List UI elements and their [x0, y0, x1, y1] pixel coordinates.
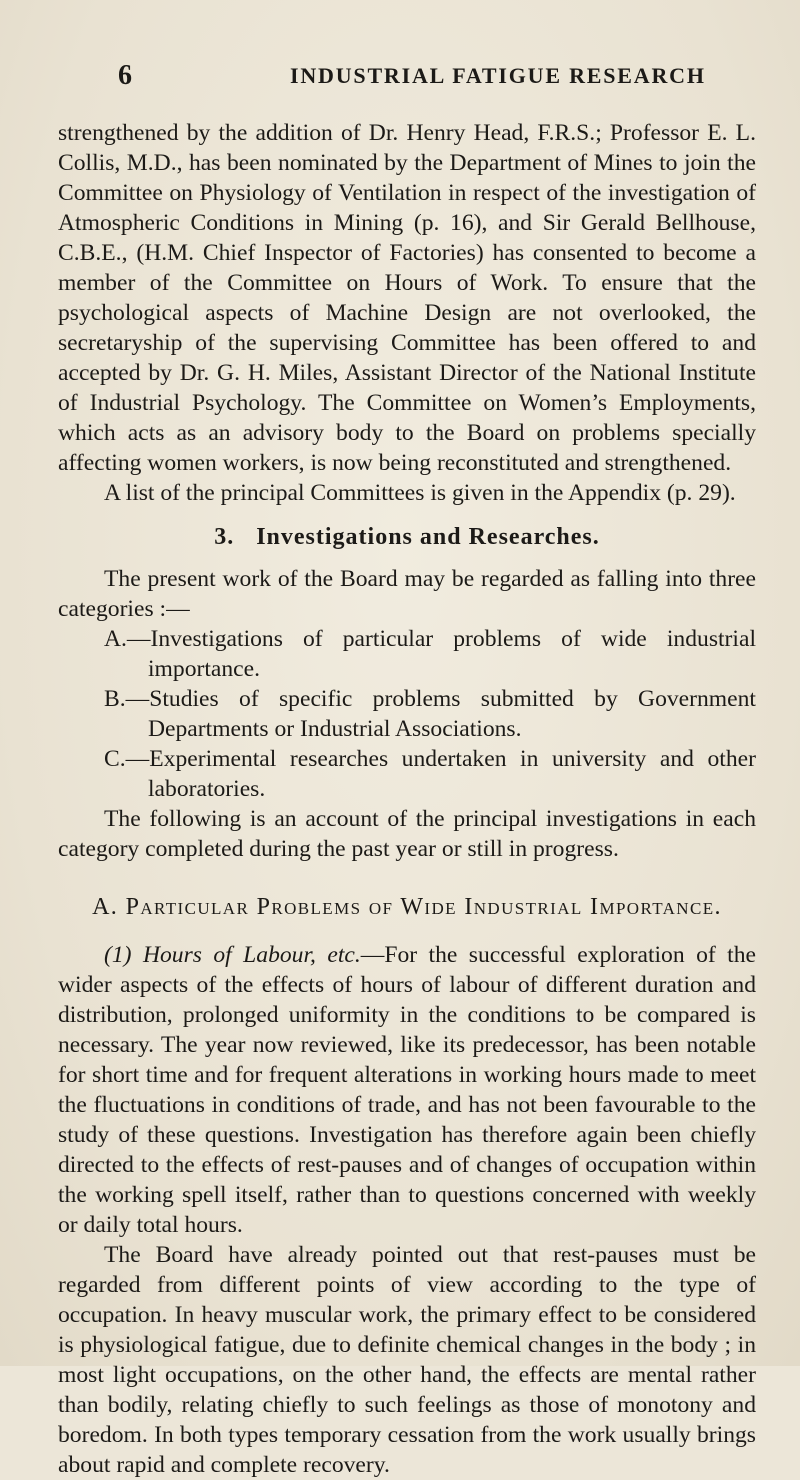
category-text: Studies of specific problems submitted by Government Departments or Industrial Associations. [148, 686, 756, 742]
hours-of-labour-text: —For the successful exploration of the wider aspects of the effects of hours of labour of different duration and distribution, prolonged uniformity in the conditions to be compared is necessary. The year now reviewed, like its predecessor, has been notable for short time and for frequent alterations in working hours made to meet the fluctuations in conditions of trade, and has not been favourable to the study of these questions. Investigation has therefore again been chiefly directed to the effects of rest-pauses and of changes of occupation within the working spell itself, rather than to questions concerned with weekly or daily total hours. [58, 942, 756, 1238]
paragraph-hours-of-labour [58, 940, 756, 1240]
category-item-b [104, 684, 756, 744]
paragraph-rest-pauses: The Board have already pointed out that rest-pauses must be regarded from different points of view according to the type of occupation. In heavy muscular work, the primary effect to be considered is physiological fatigue, due to definite chemical changes in the body ; in most light occupations, on the other hand, the effects are mental rather than bodily, relating chiefly to such feelings as those of monotony and boredom. In both types temporary cessation from the work usually brings about rapid and complete recovery. [58, 1242, 756, 1478]
paragraph-appendix: A list of the principal Committees is given in the Appendix (p. 29). [104, 480, 736, 506]
category-text: Investigations of particular problems of wide industrial importance. [148, 626, 756, 682]
paragraph-categories-intro: The present work of the Board may be regarded as falling into three categories :— [58, 566, 756, 622]
category-label: C.— [104, 746, 150, 772]
paragraph-account: The following is an account of the principal investigations in each category completed during the past year or still in progress. [58, 806, 756, 862]
hours-of-labour-label: (1) Hours of Labour, etc. [104, 942, 361, 968]
running-head [58, 56, 756, 96]
section-number: 3. [214, 524, 235, 550]
subheading-particular-problems: A. Particular Problems of Wide Industrial Importance. [92, 894, 722, 920]
category-label: A.— [104, 626, 151, 652]
category-text: Experimental researches undertaken in university and other laboratories. [148, 746, 756, 802]
running-title: INDUSTRIAL FATIGUE RESEARCH [290, 63, 706, 88]
page-number: 6 [118, 60, 132, 91]
category-label: B.— [104, 686, 150, 712]
section-title: Investigations and Researches. [256, 524, 600, 550]
category-item-c [104, 744, 756, 804]
category-item-a [104, 624, 756, 684]
paragraph-committees: strengthened by the addition of Dr. Henry Head, F.R.S.; Professor E. L. Collis, M.D., has been nominated by the Department of Mines to join the Committee on Physiology of Ventilation in respect of the investigation of Atmospheric Conditions in Mining (p. 16), and Sir Gerald Bellhouse, C.B.E., (H.M. Chief Inspector of Factories) has consented to become a member of the Committee on Hours of Work. To ensure that the psychological aspects of Machine Design are not overlooked, the secretaryship of the supervising Committee has been offered to and accepted by Dr. G. H. Miles, Assistant Director of the National Institute of Industrial Psychology. The Committee on Women’s Employments, which acts as an advisory body to the Board on problems specially affecting women workers, is now being reconstituted and strengthened. [58, 120, 756, 476]
section-heading [58, 522, 756, 552]
